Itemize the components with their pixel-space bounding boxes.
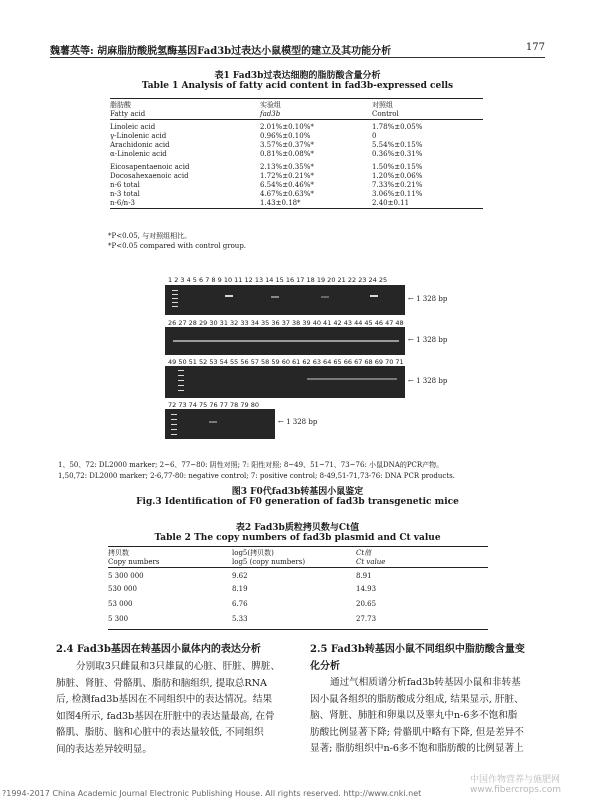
band-size-label: ← 1 328 bp	[278, 418, 318, 426]
copyright-footer: ?1994-2017 China Academic Journal Electronic Publishing House. All rights reserved. http://www.cnki.net	[2, 789, 422, 798]
table-row: 530 000 8.19 14.93	[108, 585, 377, 593]
table1-header: 实验组 fad3b	[260, 101, 281, 118]
running-header: 魏薯英等: 胡麻脂肪酸脱氢酶基因Fad3b过表达小鼠模型的建立及其功能分析	[50, 46, 392, 57]
table1-caption-cn: 表1 Fad3b过表达细胞的脂肪酸含量分析	[214, 71, 381, 81]
table-row: n-6 total 6.54%±0.46%* 7.33%±0.21%	[110, 181, 423, 189]
table-row: γ-Linolenic acid 0.96%±0.10% 0	[110, 132, 377, 140]
table2	[108, 546, 488, 630]
table1-note-en: *P<0.05 compared with control group.	[108, 242, 247, 250]
section-2-5-body: 通过气相质谱分析fad3b转基因小鼠和非转基 因小鼠各组织的脂肪酸成分组成, 结果显示, 肝脏、 脑、肾脏、肺脏和卵巢以及睾丸中n-6多不饱和脂 肪酸比例显著下降; 骨骼肌中略有下降, 但是差异不 显著; 脂肪组织中n-6多不饱和脂肪酸的比例显著上	[310, 677, 524, 754]
gel-image-4	[165, 409, 275, 439]
gel-image-3	[165, 366, 405, 398]
table1-header: 对照组 Control	[372, 101, 399, 118]
table-row: n-3 total 4.67%±0.63%* 3.06%±0.11%	[110, 190, 423, 198]
table-row: 53 000 6.76 20.65	[108, 600, 377, 608]
table-row: Docosahexaenoic acid 1.72%±0.21%* 1.20%±0.06%	[110, 172, 423, 180]
section-2-4-body: 分别取3只雌鼠和3只雄鼠的心脏、肝脏、脾脏、 肺脏、肾脏、骨骼肌、脂肪和脑组织, 提取总RNA 后, 检测fad3b基因在不同组织中的表达情况。结果 如图4所示, fad3b基因在肝脏中的表达量最高, 在骨 骼肌、脂肪、脑和心脏中的表达量较低, 不同组织 间的表达差异较明显。	[56, 661, 281, 755]
table2-caption-en: Table 2 The copy numbers of fad3b plasmid and Ct value	[154, 533, 441, 543]
figure3-caption-en: Fig.3 Identification of F0 generation of fad3b transgenetic mice	[136, 497, 459, 507]
section-2-4-heading: 2.4 Fad3b基因在转基因小鼠体内的表达分析	[56, 644, 261, 655]
table-row: 5 300 000 9.62 8.91	[108, 568, 488, 586]
table2-caption-cn: 表2 Fad3b质粒拷贝数与Ct值	[235, 523, 360, 533]
table2-header: log5(拷贝数) log5 (copy numbers)	[232, 549, 306, 566]
band-size-label: ← 1 328 bp	[408, 336, 448, 344]
gel-lane-numbers: 26 27 28 29 30 31 32 33 34 35 36 37 38 39 40 41 42 43 44 45 46 47 48	[168, 319, 404, 327]
figure3-caption-cn: 图3 F0代fad3b转基因小鼠鉴定	[231, 487, 364, 497]
table1-header: 脂肪酸 Fatty acid	[110, 101, 146, 118]
gel-lane-numbers: 49 50 51 52 53 54 55 56 57 58 59 60 61 62 63 64 65 66 67 68 69 70 71	[168, 358, 404, 366]
band-size-label: ← 1 328 bp	[408, 377, 448, 385]
header-rule	[50, 57, 545, 58]
table-row: Eicosapentaenoic acid 2.13%±0.35%* 1.50%±0.15%	[110, 163, 423, 171]
table2-header: Ct值 Ct value	[356, 549, 386, 566]
table-row: Linoleic acid 2.01%±0.10%* 1.78%±0.05%	[110, 120, 483, 133]
gel-image-1	[165, 285, 405, 315]
table1-note-cn: *P<0.05, 与对照组相比。	[108, 232, 192, 240]
band-size-label: ← 1 328 bp	[408, 295, 448, 303]
table-row: Arachidonic acid 3.57%±0.37%* 5.54%±0.15%	[110, 141, 423, 149]
table-row: n-6/n-3 1.43±0.18* 2.40±0.11	[110, 199, 483, 209]
gel-lane-numbers: 1 2 3 4 5 6 7 8 9 10 11 12 13 14 15 16 17 18 19 20 21 22 23 24 25	[168, 276, 388, 284]
page-number: 177	[525, 42, 545, 53]
section-2-5-heading-cont: 化分析	[310, 661, 340, 672]
table2-header: 拷贝数 Copy numbers	[108, 549, 160, 566]
table-row: α-Linolenic acid 0.81%±0.08%* 0.36%±0.31%	[110, 150, 423, 158]
gel-lane-numbers: 72 73 74 75 76 77 78 79 80	[168, 401, 259, 409]
section-2-5-heading: 2.5 Fad3b转基因小鼠不同组织中脂肪酸含量变	[310, 644, 525, 655]
gel-image-2	[165, 327, 405, 355]
figure3-legend-en: 1,50,72: DL2000 marker; 2-6,77-80: negative control; 7: positive control; 8-49,51-71,73-76: DNA PCR products.	[58, 472, 455, 480]
watermark: 中国作物营养与施肥网 www.fibercrops.com	[470, 775, 561, 795]
figure3-legend-cn: 1、50、72: DL2000 marker; 2~6、77~80: 阴性对照; 7: 阳性对照; 8~49、51~71、73~76: 小鼠DNA的PCR产物。	[58, 461, 444, 469]
table-row: 5 300 5.33 27.73	[108, 615, 488, 630]
table1-caption-en: Table 1 Analysis of fatty acid content in fad3b-expressed cells	[141, 81, 454, 91]
table1	[110, 98, 483, 209]
